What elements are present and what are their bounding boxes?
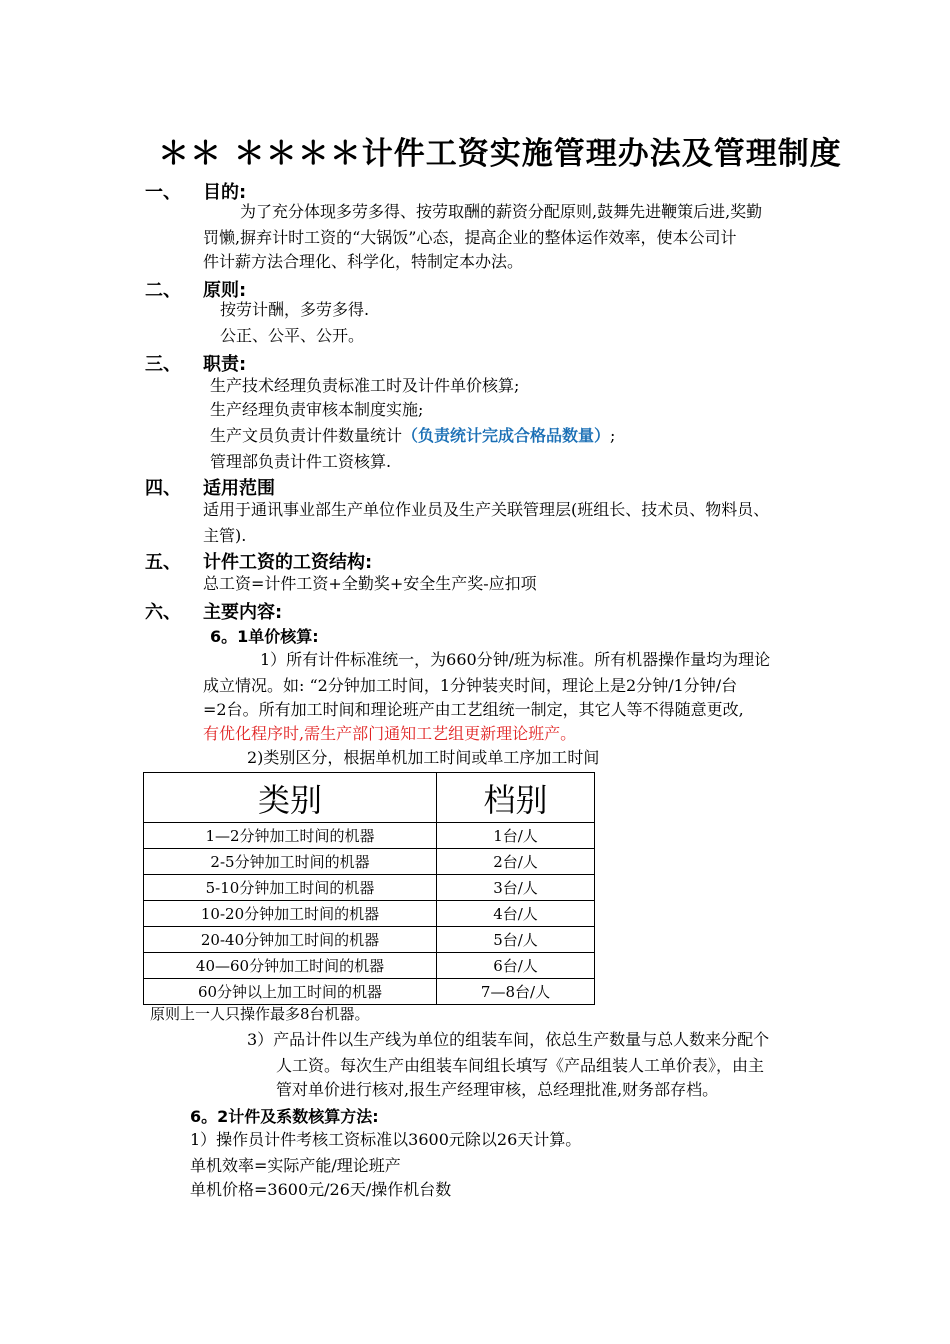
table-note: 原则上一人只操作最多8台机器。 <box>150 1005 370 1023</box>
column-header: 档别 <box>437 773 595 823</box>
table-cell: 3台/人 <box>437 875 595 901</box>
paragraph-line: 2)类别区分，根据单机加工时间或单工序加工时间 <box>247 748 600 767</box>
paragraph-line: 3）产品计件以生产线为单位的组装车间，依总生产数量与总人数来分配个 <box>247 1030 770 1049</box>
paragraph-line: 1）操作员计件考核工资标准以3600元除以26天计算。 <box>190 1130 582 1149</box>
table-row <box>144 901 595 927</box>
table-cell: 1台/人 <box>437 823 595 849</box>
section-heading: 主要内容: <box>203 602 283 623</box>
paragraph-line: 适用于通讯事业部生产单位作业员及生产关联管理层(班组长、技术员、物料员、 <box>203 500 770 519</box>
table-cell: 60分钟以上加工时间的机器 <box>144 979 437 1005</box>
paragraph-line: =2台。所有加工时间和理论班产由工艺组统一制定，其它人等不得随意更改, <box>203 700 744 719</box>
table-cell: 4台/人 <box>437 901 595 927</box>
section-heading: 目的: <box>203 182 247 203</box>
section-heading: 职责: <box>203 354 247 375</box>
paragraph-line: 罚懒,摒弃计时工资的“大锅饭”心态，提高企业的整体运作效率，使本公司计 <box>203 228 737 247</box>
paragraph-line: 总工资=计件工资+全勤奖+安全生产奖-应扣项 <box>203 574 537 593</box>
table-cell: 1—2分钟加工时间的机器 <box>144 823 437 849</box>
highlight-note: 有优化程序时,需生产部门通知工艺组更新理论班产。 <box>203 724 577 743</box>
section-number: 一、 <box>145 182 181 203</box>
table-row <box>144 849 595 875</box>
paragraph-line: 为了充分体现多劳多得、按劳取酬的薪资分配原则,鼓舞先进鞭策后进,奖勤 <box>240 202 763 221</box>
paragraph-line: 件计薪方法合理化、科学化，特制定本办法。 <box>203 252 524 271</box>
table-cell: 2台/人 <box>437 849 595 875</box>
section-heading: 计件工资的工资结构: <box>203 552 373 573</box>
grade-table <box>143 772 595 1005</box>
subsection-heading: 6。1单价核算: <box>210 627 319 646</box>
table-cell: 5-10分钟加工时间的机器 <box>144 875 437 901</box>
table-row <box>144 927 595 953</box>
paragraph-line: 单机效率=实际产能/理论班产 <box>190 1156 401 1175</box>
section-heading: 原则: <box>203 280 247 301</box>
highlight-text: （负责统计完成合格品数量） <box>402 426 611 445</box>
section-heading: 适用范围 <box>203 478 275 499</box>
table-cell: 5台/人 <box>437 927 595 953</box>
subsection-heading: 6。2计件及系数核算方法: <box>190 1107 379 1126</box>
section-number: 六、 <box>145 602 181 623</box>
section-number: 二、 <box>145 280 181 301</box>
section-number: 五、 <box>145 552 181 573</box>
paragraph-line: 成立情况。如: “2分钟加工时间，1分钟装夹时间，理论上是2分钟/1分钟/台 <box>203 676 738 695</box>
paragraph-line: 单机价格=3600元/26天/操作机台数 <box>190 1180 452 1199</box>
table-header-row <box>144 773 595 823</box>
table-cell: 20-40分钟加工时间的机器 <box>144 927 437 953</box>
paragraph-line: 1）所有计件标准统一，为660分钟/班为标准。所有机器操作量均为理论 <box>260 650 771 669</box>
table-row <box>144 979 595 1005</box>
table-cell: 7—8台/人 <box>437 979 595 1005</box>
paragraph-line: 生产经理负责审核本制度实施; <box>210 400 424 419</box>
table-row <box>144 823 595 849</box>
table-cell: 40—60分钟加工时间的机器 <box>144 953 437 979</box>
section-number: 三、 <box>145 354 181 375</box>
paragraph-line: 公正、公平、公开。 <box>220 326 365 345</box>
column-header: 类别 <box>144 773 437 823</box>
paragraph-line: 按劳计酬，多劳多得. <box>220 300 370 319</box>
table-row <box>144 953 595 979</box>
table-row <box>144 875 595 901</box>
page-title: ＊＊ ＊＊＊＊计件工资实施管理办法及管理制度 <box>158 136 842 172</box>
paragraph-line: 管对单价进行核对,报生产经理审核，总经理批准,财务部存档。 <box>276 1080 719 1099</box>
table-cell: 6台/人 <box>437 953 595 979</box>
paragraph-line <box>210 424 615 448</box>
table-cell: 2-5分钟加工时间的机器 <box>144 849 437 875</box>
paragraph-line: 管理部负责计件工资核算. <box>210 452 392 471</box>
paragraph-line: 人工资。每次生产由组装车间组长填写《产品组装人工单价表》，由主 <box>276 1056 765 1075</box>
duty-punct: ; <box>610 426 616 445</box>
paragraph-line: 主管). <box>203 526 247 545</box>
section-number: 四、 <box>145 478 181 499</box>
table-cell: 10-20分钟加工时间的机器 <box>144 901 437 927</box>
duty-text: 生产文员负责计件数量统计 <box>210 426 403 445</box>
paragraph-line: 生产技术经理负责标准工时及计件单价核算; <box>210 376 520 395</box>
